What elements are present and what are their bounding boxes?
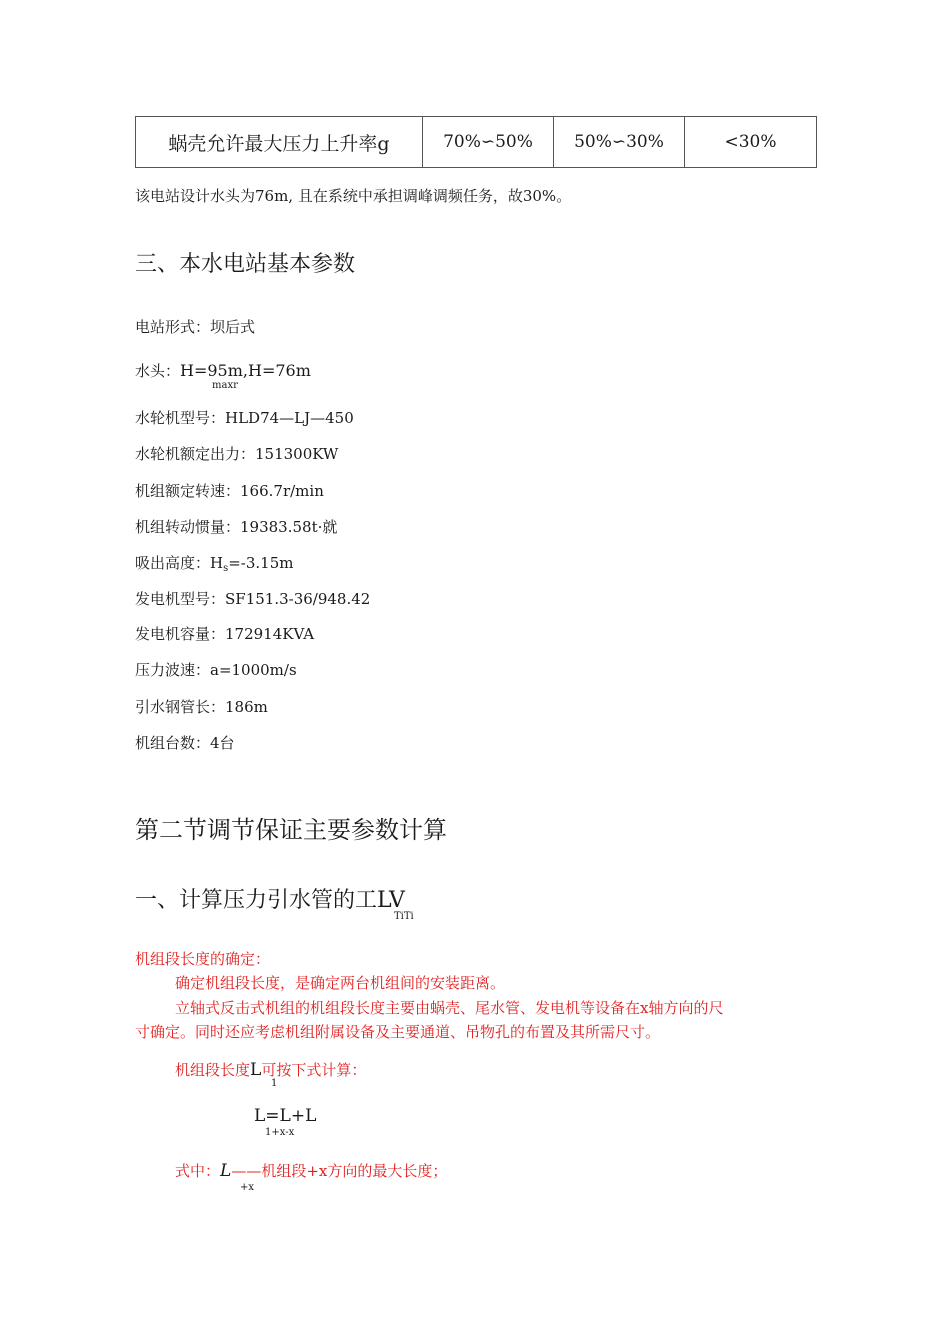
- formula-where-b: ——机组段+x方向的最大长度；: [231, 1162, 448, 1180]
- param-wave-speed: 压力波速：a=1000m/s: [135, 661, 297, 679]
- section-3-title: 三、本水电站基本参数: [135, 252, 356, 277]
- param-rated-speed: 机组额定转速：166.7r/min: [135, 482, 324, 500]
- table-cell-lt30: <30%: [685, 117, 817, 168]
- subsection-title-main: 一、计算压力引水管的: [135, 888, 356, 913]
- table-cell-50-30: 50%∽30%: [554, 117, 685, 168]
- param-unit-count: 机组台数：4台: [135, 734, 235, 752]
- pressure-rise-table: [135, 116, 817, 168]
- param-head: [135, 360, 311, 381]
- formula-main: L=L+L: [254, 1106, 317, 1126]
- param-generator-model: [135, 588, 370, 609]
- formula-intro-subscript: 1: [271, 1078, 278, 1089]
- param-suction-height: [135, 552, 294, 574]
- formula-intro-L: L: [250, 1060, 262, 1080]
- formula-where-a: 式中：: [175, 1162, 221, 1180]
- formula-where-subscript: +x: [240, 1182, 255, 1193]
- subsection-title-tail: 工LV: [355, 888, 405, 913]
- formula-where-L: L: [220, 1161, 232, 1181]
- param-head-label: 水头：: [135, 362, 181, 380]
- table-label-cell: 蜗壳允许最大压力上升率g: [136, 117, 423, 168]
- unit-length-line-3: 寸确定。同时还应考虑机组附属设备及主要通道、吊物孔的布置及其所需尺寸。: [135, 1023, 661, 1041]
- param-turbine-output: 水轮机额定出力：151300KW: [135, 445, 339, 463]
- subsection-title-subscript: TiTi: [394, 911, 414, 922]
- unit-length-line-1: 确定机组段长度，是确定两台机组间的安装距离。: [175, 974, 506, 992]
- design-head-note: 该电站设计水头为76m, 且在系统中承担调峰调频任务，故30%。: [135, 187, 572, 205]
- param-generator-model-label: 发电机型号：: [135, 590, 226, 608]
- param-generator-model-value: SF151.3-36/948.42: [225, 590, 371, 608]
- formula-intro-text-b: 可按下式计算：: [261, 1061, 367, 1079]
- param-turbine-model: 水轮机型号：HLD74—LJ—450: [135, 409, 354, 427]
- section-title: 第二节调节保证主要参数计算: [135, 816, 447, 844]
- param-generator-capacity: 发电机容量：172914KVA: [135, 625, 315, 643]
- unit-length-heading: 机组段长度的确定：: [135, 950, 271, 968]
- param-suction-value: =-3.15m: [228, 554, 294, 572]
- param-station-type: 电站形式：坝后式: [135, 318, 256, 336]
- table-cell-70-50: 70%∽50%: [423, 117, 554, 168]
- param-suction-subscript: s: [223, 563, 229, 574]
- formula-intro: [175, 1059, 366, 1080]
- param-head-value: H=95m,H=76m: [180, 361, 311, 380]
- subsection-title: [135, 883, 405, 914]
- formula-where: [175, 1160, 447, 1181]
- table-row: [136, 117, 817, 168]
- formula-subscript: 1+x-x: [265, 1127, 295, 1138]
- param-pipe-length: 引水钢管长：186m: [135, 698, 268, 716]
- formula-intro-text-a: 机组段长度: [175, 1061, 251, 1079]
- unit-length-line-2: 立轴式反击式机组的机组段长度主要由蜗壳、尾水管、发电机等设备在x轴方向的尺: [175, 999, 724, 1017]
- param-suction-label: 吸出高度：H: [135, 554, 224, 572]
- param-inertia: 机组转动惯量：19383.58t·就: [135, 518, 338, 536]
- param-head-subscript: maxr: [212, 380, 238, 391]
